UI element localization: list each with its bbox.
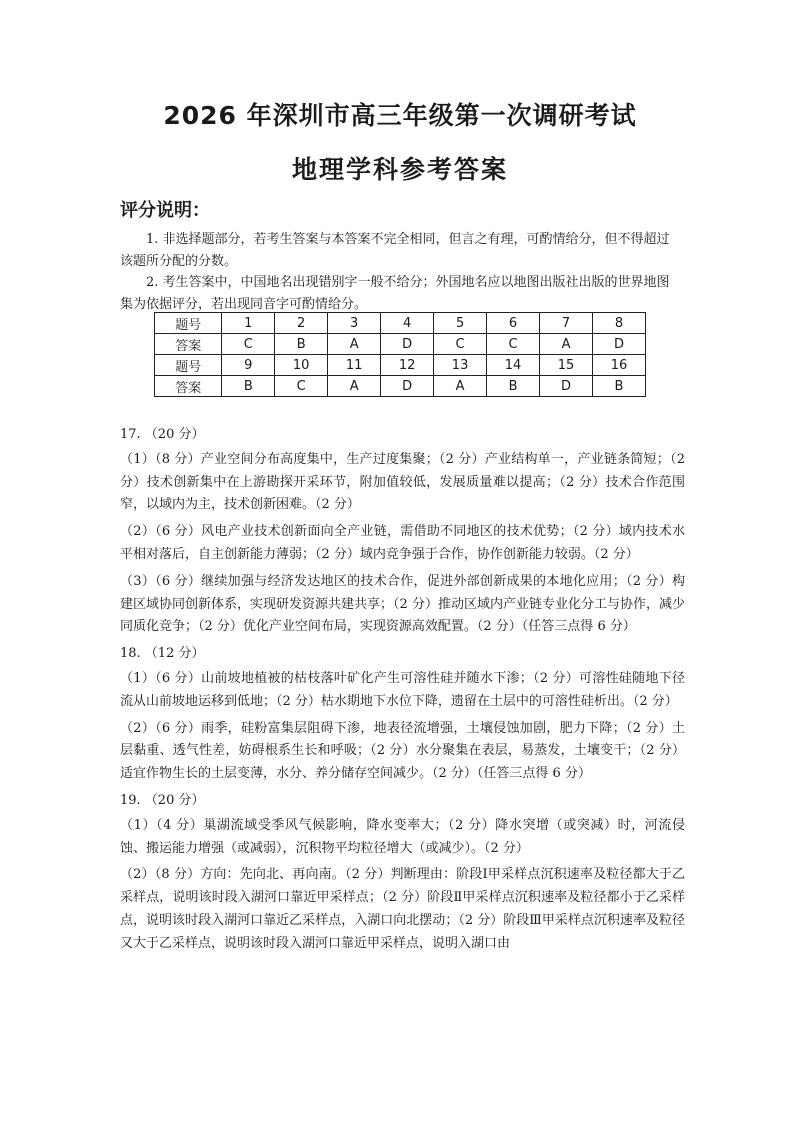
document-subtitle: 地理学科参考答案 (291, 155, 508, 184)
table-row (155, 376, 646, 397)
question-block-19 (120, 790, 685, 956)
table-cell: D (540, 376, 593, 397)
table-row (155, 355, 646, 376)
table-cell: A (328, 334, 381, 355)
table-row (155, 313, 646, 334)
table-cell: 15 (540, 355, 593, 376)
table-cell: 答案 (155, 334, 222, 355)
grading-note: 2. 考生答案中，中国地名出现错别字一般不给分；外国地名应以地图出版社出版的世界地图集为依据评分，若出现同音字可酌情给分。 (120, 275, 670, 312)
table-cell: 7 (540, 313, 593, 334)
question-heading: 17. （20 分） (120, 427, 205, 442)
grading-note: 1. 非选择题部分，若考生答案与本答案不完全相同，但言之有理，可酌情给分，但不得超过该题所分配的分数。 (120, 232, 670, 269)
table-cell: 4 (381, 313, 434, 334)
table-cell: 12 (381, 355, 434, 376)
question-block-17 (120, 424, 685, 639)
answer-paragraph: （2）（6 分）雨季，硅粉富集层阻碍下渗，地表径流增强，土壤侵蚀加剧，肥力下降；（2 分）土层黏重、透气性差，妨碍根系生长和呼吸；（2 分）水分聚集在表层，易蒸发，土壤变干；（2 分）适宜作物生长的土层变薄，水分、养分储存空间减少。（2 分）（任答三点得 6 分） (120, 720, 685, 782)
table-cell: 9 (222, 355, 275, 376)
table-cell: B (222, 376, 275, 397)
table-cell: 2 (275, 313, 328, 334)
table-cell: 13 (434, 355, 487, 376)
table-cell: 10 (275, 355, 328, 376)
table-cell: C (275, 376, 328, 397)
grading-notes (120, 229, 682, 315)
table-cell: C (434, 334, 487, 355)
table-cell: A (540, 334, 593, 355)
table-cell: 1 (222, 313, 275, 334)
question-heading: 18. （12 分） (120, 646, 205, 662)
table-cell: B (275, 334, 328, 355)
table-cell: D (593, 334, 646, 355)
table-cell: 5 (434, 313, 487, 334)
table-row (155, 334, 646, 355)
table-cell: C (487, 334, 540, 355)
answer-paragraph: （1）（8 分）产业空间分布高度集中，生产过度集聚；（2 分）产业结构单一，产业链条简短；（2 分）技术创新集中在上游勘探开采环节，附加值较低，发展质量难以提高；（2 分）技术合作范围窄，以域内为主，技术创新困难。（2 分） (120, 451, 685, 513)
answer-paragraph: （1）（4 分）巢湖流域受季风气候影响，降水变率大；（2 分）降水突增（或突减）时，河流侵蚀、搬运能力增强（或减弱），沉积物平均粒径增大（或减少）。（2 分） (120, 817, 685, 856)
grading-heading: 评分说明： (120, 200, 210, 221)
table-cell: 题号 (155, 313, 222, 334)
table-cell: B (487, 376, 540, 397)
table-cell: A (328, 376, 381, 397)
table-cell: A (434, 376, 487, 397)
answer-table (154, 312, 646, 397)
table-cell: 3 (328, 313, 381, 334)
question-block-18 (120, 643, 685, 786)
table-cell: 14 (487, 355, 540, 376)
table-cell: 16 (593, 355, 646, 376)
question-heading: 19. （20 分） (120, 792, 205, 808)
document-title: 2026 年深圳市高三年级第一次调研考试 (163, 101, 637, 130)
answer-section (120, 424, 685, 960)
table-cell: D (381, 334, 434, 355)
table-cell: 11 (328, 355, 381, 376)
table-cell: 8 (593, 313, 646, 334)
answer-paragraph: （3）（6 分）继续加强与经济发达地区的技术合作，促进外部创新成果的本地化应用；（2 分）构建区域协同创新体系，实现研发资源共建共享；（2 分）推动区域内产业链专业化分工与协作，减少同质化竞争；（2 分）优化产业空间布局，实现资源高效配置。（2 分）（任答三点得 6 分） (120, 573, 685, 635)
table-cell: 6 (487, 313, 540, 334)
table-cell: C (222, 334, 275, 355)
answer-paragraph: （2）（8 分）方向：先向北、再向南。（2 分）判断理由：阶段Ⅰ甲采样点沉积速率及粒径都大于乙采样点，说明该时段入湖河口靠近甲采样点；（2 分）阶段Ⅱ甲采样点沉积速率及粒径都小于乙采样点，说明该时段入湖河口靠近乙采样点，入湖口向北摆动；（2 分）阶段Ⅲ甲采样点沉积速率及粒径又大于乙采样点，说明该时段入湖河口靠近甲采样点，说明入湖口由 (120, 867, 685, 951)
table-cell: 答案 (155, 376, 222, 397)
answer-paragraph: （1）（6 分）山前坡地植被的枯枝落叶矿化产生可溶性硅并随水下渗；（2 分）可溶性硅随地下径流从山前坡地运移到低地；（2 分）枯水期地下水位下降，遗留在土层中的可溶性硅析出。（2 分） (120, 670, 685, 709)
answer-paragraph: （2）（6 分）风电产业技术创新面向全产业链，需借助不同地区的技术优势；（2 分）域内技术水平相对落后，自主创新能力薄弱；（2 分）域内竞争强于合作，协作创新能力较弱。（2 分） (120, 524, 685, 562)
table-cell: D (381, 376, 434, 397)
table-cell: B (593, 376, 646, 397)
table-cell: 题号 (155, 355, 222, 376)
